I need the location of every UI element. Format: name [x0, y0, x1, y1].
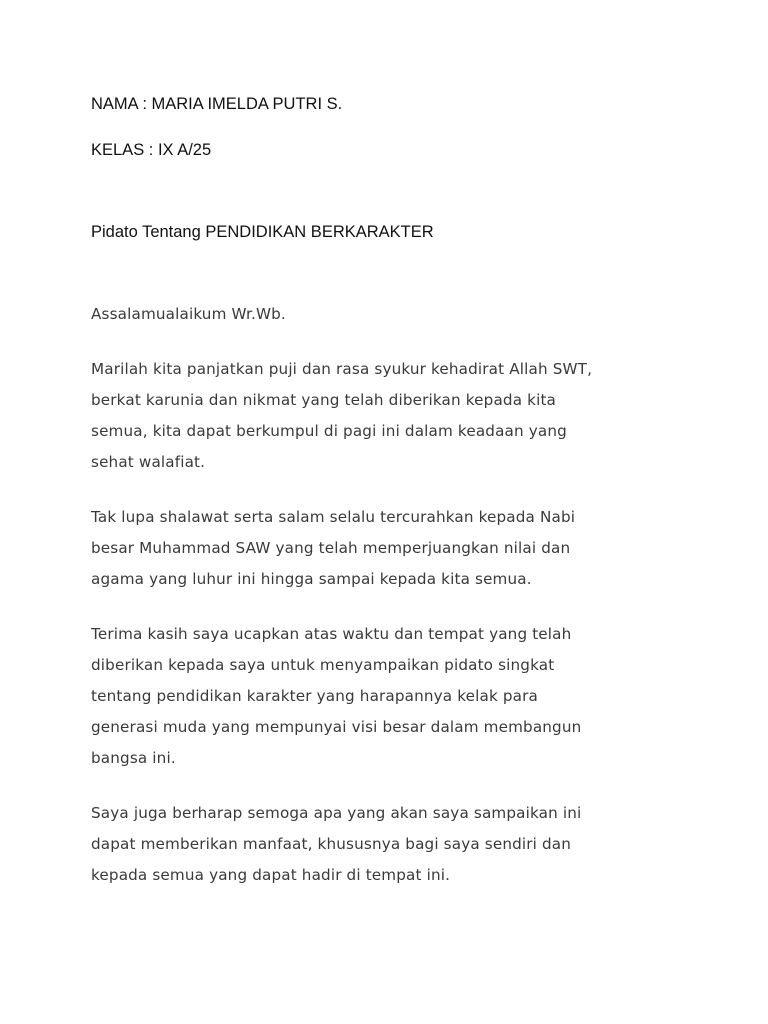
paragraph-line: besar Muhammad SAW yang telah memperjuangkan nilai dan: [91, 539, 571, 557]
student-name: NAMA : MARIA IMELDA PUTRI S.: [91, 95, 343, 113]
paragraph-line: semua, kita dapat berkumpul di pagi ini dalam keadaan yang: [91, 422, 567, 440]
paragraph-line: tentang pendidikan karakter yang harapannya kelak para: [91, 687, 538, 705]
paragraph-line: bangsa ini.: [91, 749, 176, 767]
document-title: Pidato Tentang PENDIDIKAN BERKARAKTER: [91, 223, 434, 241]
paragraph-line: kepada semua yang dapat hadir di tempat ini.: [91, 866, 451, 884]
paragraph-line: berkat karunia dan nikmat yang telah diberikan kepada kita: [91, 391, 557, 409]
paragraph-line: agama yang luhur ini hingga sampai kepada kita semua.: [91, 570, 532, 588]
paragraph-line: Tak lupa shalawat serta salam selalu tercurahkan kepada Nabi: [91, 508, 576, 526]
paragraph-line: diberikan kepada saya untuk menyampaikan pidato singkat: [91, 656, 555, 674]
paragraph-line: Saya juga berharap semoga apa yang akan saya sampaikan ini: [91, 804, 582, 822]
paragraph-line: Terima kasih saya ucapkan atas waktu dan tempat yang telah: [91, 625, 572, 643]
paragraph-line: generasi muda yang mempunyai visi besar dalam membangun: [91, 718, 582, 736]
student-class: KELAS : IX A/25: [91, 141, 212, 159]
paragraph-line: Marilah kita panjatkan puji dan rasa syukur kehadirat Allah SWT,: [91, 360, 593, 378]
paragraph-line: sehat walafiat.: [91, 453, 206, 471]
greeting: Assalamualaikum Wr.Wb.: [91, 305, 286, 323]
paragraph-line: dapat memberikan manfaat, khususnya bagi saya sendiri dan: [91, 835, 572, 853]
